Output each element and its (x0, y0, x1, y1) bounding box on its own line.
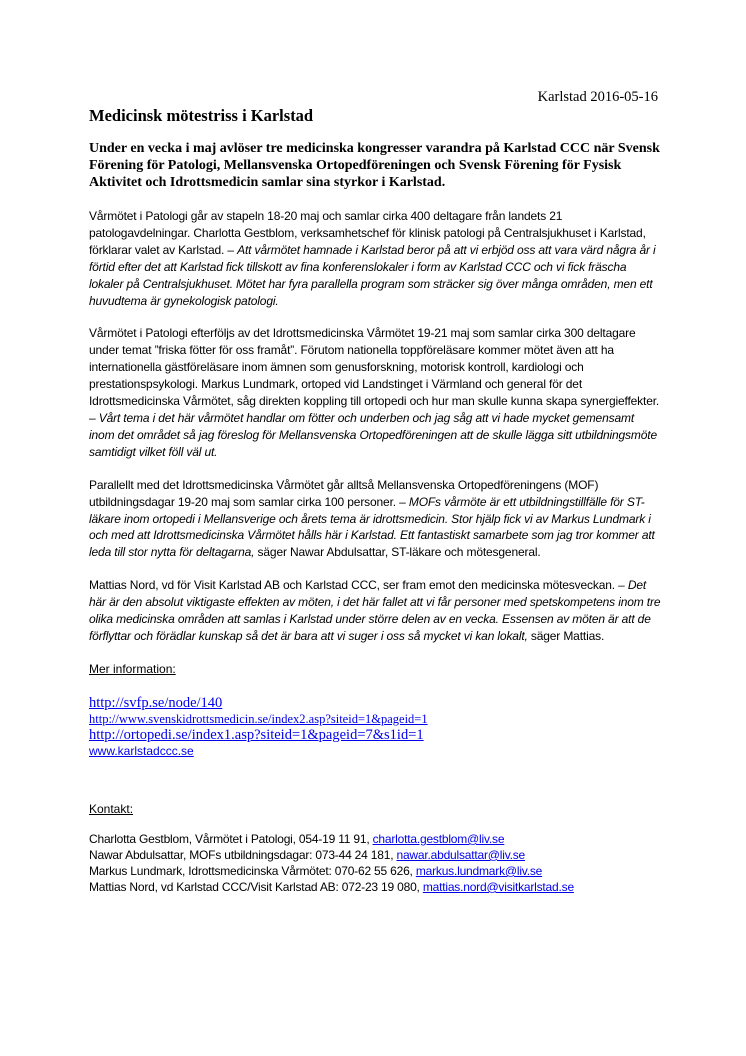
link-list (89, 695, 661, 759)
contact-row (89, 831, 661, 847)
contact-text: Charlotta Gestblom, Vårmötet i Patologi, 054-19 11 91, (89, 831, 373, 846)
quote-text: MOFs vårmöte är ett utbildningstillfälle för ST-läkare inom ortopedi i Mellansverige och årets tema är idrottsmedicin. Stor hjälp fick vi av Markus Lundmark i och med att Idrottsmedicinska Vårmötet hålls här i Karlstad. Ett fantastiskt samarbete som jag tror kommer att leda till stor nytta för deltagarna, (89, 494, 655, 560)
contact-text: Markus Lundmark, Idrottsmedicinska Vårmötet: 070-62 55 626, (89, 863, 416, 878)
paragraph-tail: säger Nawar Abdulsattar, ST-läkare och mötesgeneral. (254, 545, 541, 560)
document-content (89, 106, 661, 895)
document-date: Karlstad 2016-05-16 (537, 89, 658, 105)
link-svfp[interactable]: http://svfp.se/node/140 (89, 694, 223, 711)
contact-email-link[interactable]: charlotta.gestblom@liv.se (372, 831, 505, 846)
contact-email-link[interactable]: mattias.nord@visitkarlstad.se (422, 879, 574, 894)
more-info-heading: Mer information: (89, 661, 176, 676)
contact-row (89, 879, 661, 895)
contact-email-link[interactable]: markus.lundmark@liv.se (415, 863, 543, 878)
contact-row (89, 863, 661, 879)
contact-text: Nawar Abdulsattar, MOFs utbildningsdagar: 073-44 24 181, (89, 847, 397, 862)
link-ortopedi[interactable]: http://ortopedi.se/index1.asp?siteid=1&pageid=7&s1id=1 (89, 726, 424, 743)
contact-row (89, 847, 661, 863)
paragraph-tail: säger Mattias. (527, 628, 605, 643)
paragraph-text: Mattias Nord, vd för Visit Karlstad AB och Karlstad CCC, ser fram emot den medicinska mötesveckan. (89, 578, 619, 593)
paragraph-patologi (89, 208, 661, 309)
paragraph-text: Parallellt med det Idrottsmedicinska Vårmötet går alltså Mellansvenska Ortopedföreningens (MOF) utbildningsdagar 19-20 maj som samlar cirka 100 personer. – (89, 477, 599, 509)
paragraph-mof (89, 477, 661, 562)
lead-paragraph: Under en vecka i maj avlöser tre medicinska kongresser varandra på Karlstad CCC när Svensk Förening för Patologi, Mellansvenska Ortopedföreningen och Svensk Förening för Fysisk Aktivitet och Idrottsmedicin samlar sina styrkor i Karlstad. (89, 141, 660, 190)
contact-text: Mattias Nord, vd Karlstad CCC/Visit Karlstad AB: 072-23 19 080, (89, 879, 423, 894)
quote-text: Att vårmötet hamnade i Karlstad beror på att vi erbjöd oss att vara värd några år i förtid efter det att Karlstad fick tillskott av fina konferenslokaler i form av Karlstad CCC och vi fick fräscha lokaler på Centralsjukhuset. Mötet har fyra parallella program som sträcker sig över många områden, men ett huvudtema är gynekologisk patologi. (89, 242, 656, 308)
link-svenskidrottsmedicin[interactable]: http://www.svenskidrottsmedicin.se/index2.asp?siteid=1&pageid=1 (89, 711, 428, 726)
paragraph-idrottsmedicin (89, 325, 661, 460)
contact-heading: Kontakt: (89, 801, 134, 816)
paragraph-mattias (89, 577, 661, 645)
paragraph-text: Vårmötet i Patologi efterföljs av det Idrottsmedicinska Vårmötet 19-21 maj som samlar cirka 300 deltagare under temat ”friska fötter för oss framåt”. Förutom nationella toppföreläsare kommer mötet även att ha internationella gästföreläsare inom ämnen som genusforskning, motorisk kontroll, kardiologi och prestationspsykologi. Markus Lundmark, ortoped vid Landstinget i Värmland och general för det Idrottsmedicinska Vårmötet, såg direkten koppling till ortopedi och hur man skulle kunna skapa synergieffekter. – (89, 326, 660, 425)
link-karlstadccc[interactable]: www.karlstadccc.se (89, 743, 194, 758)
quote-text: – Det här är den absolut viktigaste effekten av möten, i det här fallet att vi får personer med spetskompetens inom tre olika medicinska områden att samlas i Karlstad under större delen av en vecka. Essensen av möten är att de förflyttar och förädlar kunskap så det är bara att vi suger i oss så mycket vi kan lokalt, (89, 578, 661, 643)
paragraph-text: Vårmötet i Patologi går av stapeln 18-20 maj och samlar cirka 400 deltagare från landets 21 patologavdelningar. Charlotta Gestblom, verksamhetschef för klinisk patologi på Centralsjukhuset i Karlstad, förklarar valet av Karlstad. – (89, 209, 646, 257)
quote-text: Vårt tema i det här vårmötet handlar om fötter och underben och jag såg att vi hade mycket gemensamt inom det området så jag föreslog för Mellansvenska Ortopedföreningen att de skulle lägga sitt utbildningsmöte samtidigt vilket föll väl ut. (89, 410, 657, 459)
contact-list (89, 831, 661, 895)
page-title: Medicinsk mötestriss i Karlstad (89, 106, 314, 125)
contact-email-link[interactable]: nawar.abdulsattar@liv.se (396, 847, 526, 862)
